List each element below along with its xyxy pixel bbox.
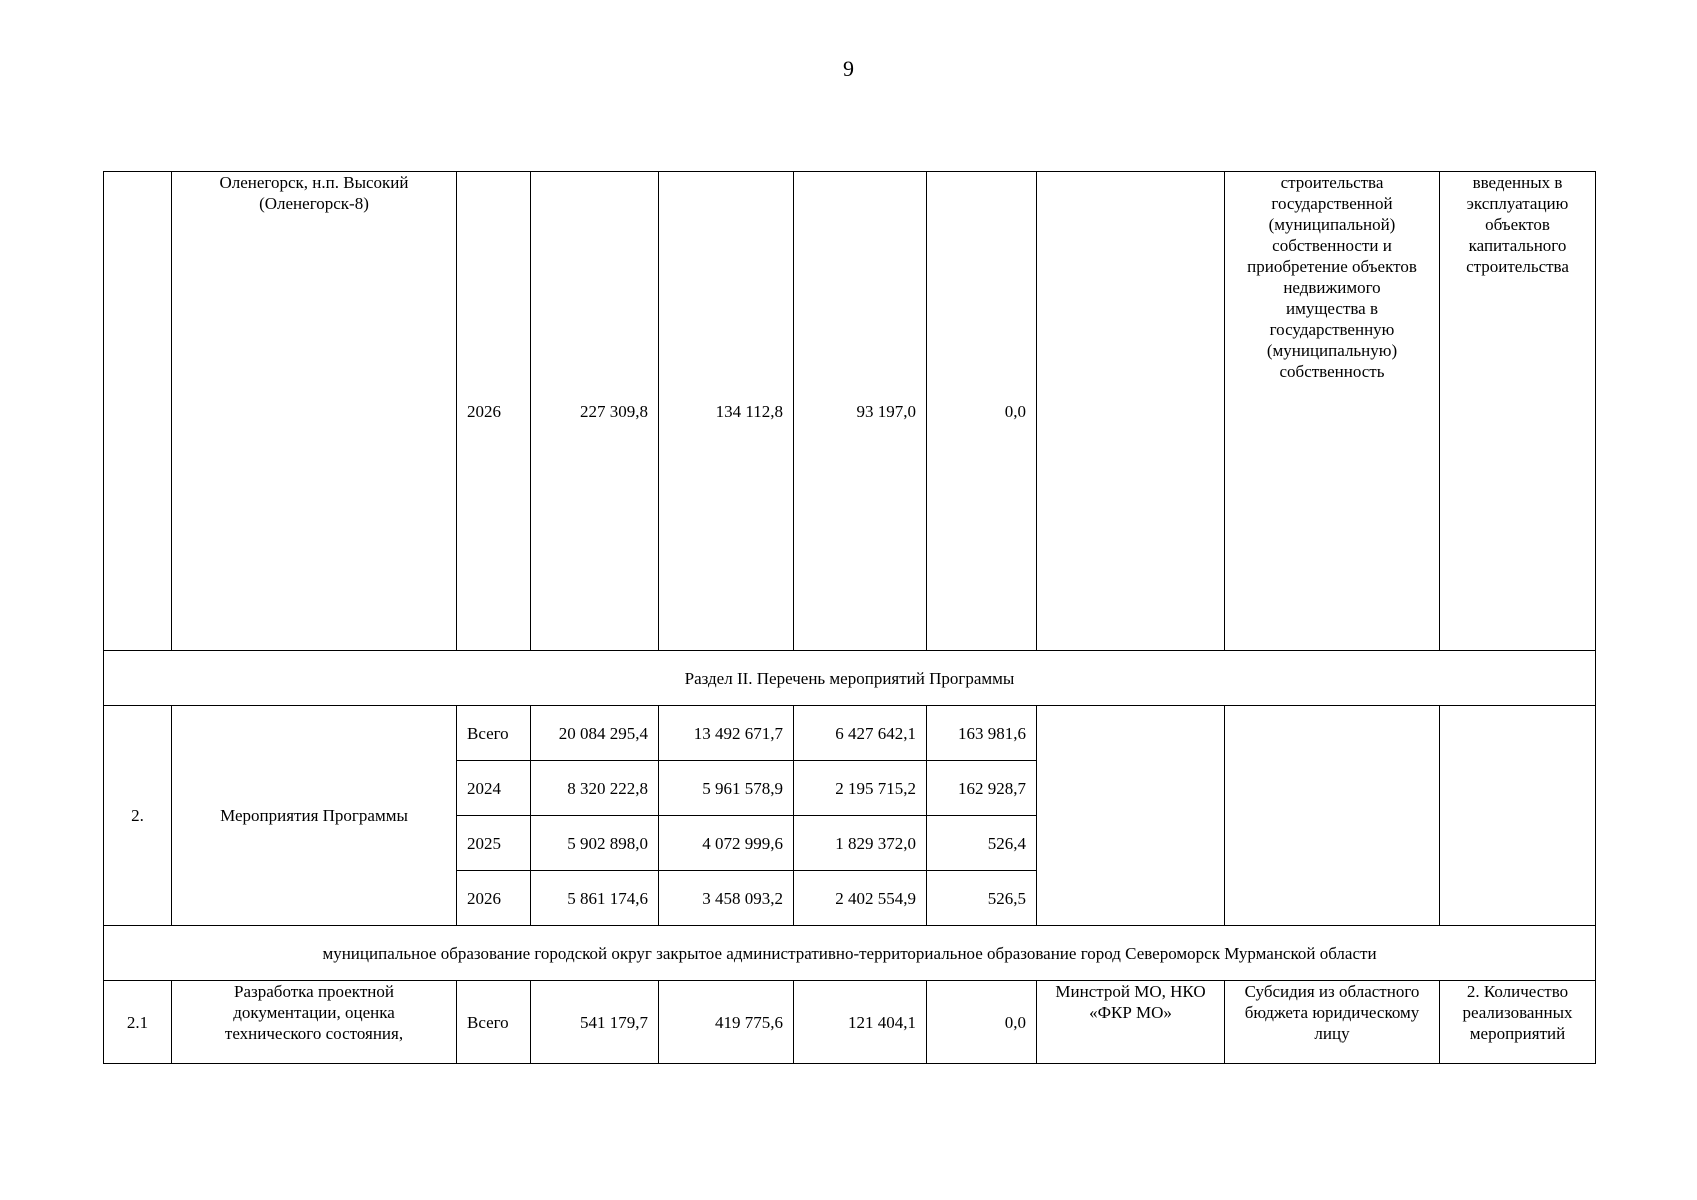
cell-col-a: 419 775,6 [659,981,794,1064]
cell-total: 541 179,7 [531,981,659,1064]
program-table [103,171,1596,1064]
cell-executor: Минстрой МО, НКО «ФКР МО» [1037,981,1225,1064]
cell-col-a: 134 112,8 [659,172,794,651]
cell-total: 20 084 295,4 [531,706,659,761]
section-title: Раздел II. Перечень мероприятий Программы [104,651,1596,706]
page-number: 9 [843,56,854,81]
cell-number: 2. [104,706,172,926]
cell-executor [1037,706,1225,926]
cell-year: 2024 [457,761,531,816]
cell-col-c: 0,0 [927,172,1037,651]
cell-year: Всего [457,981,531,1064]
cell-direction: строительства государственной (муниципальной) собственности и приобретение объектов недвижимого имущества в государственную (муниципальную) собственность [1225,172,1440,651]
cell-direction [1225,706,1440,926]
cell-col-a: 5 961 578,9 [659,761,794,816]
cell-col-b: 2 195 715,2 [794,761,927,816]
cell-total: 227 309,8 [531,172,659,651]
cell-col-c: 526,4 [927,816,1037,871]
cell-col-c: 526,5 [927,871,1037,926]
cell-indicator: введенных в эксплуатацию объектов капитального строительства [1440,172,1596,651]
municipality-title: муниципальное образование городской округ закрытое административно-территориальное образование город Североморск Мурманской области [104,926,1596,981]
cell-col-b: 2 402 554,9 [794,871,927,926]
cell-executor [1037,172,1225,651]
section-heading-row [104,651,1596,706]
cell-col-c: 163 981,6 [927,706,1037,761]
cell-col-a: 13 492 671,7 [659,706,794,761]
cell-col-b: 1 829 372,0 [794,816,927,871]
cell-col-a: 3 458 093,2 [659,871,794,926]
cell-col-a: 4 072 999,6 [659,816,794,871]
cell-name: Оленегорск, н.п. Высокий (Оленегорск-8) [172,172,457,651]
continued-row [104,172,1596,651]
cell-col-b: 93 197,0 [794,172,927,651]
cell-number [104,172,172,651]
cell-indicator: 2. Количество реализованных мероприятий [1440,981,1596,1064]
cell-col-b: 121 404,1 [794,981,927,1064]
cell-col-c: 162 928,7 [927,761,1037,816]
cell-direction: Субсидия из областного бюджета юридическому лицу [1225,981,1440,1064]
cell-col-b: 6 427 642,1 [794,706,927,761]
cell-total: 5 861 174,6 [531,871,659,926]
cell-year: Всего [457,706,531,761]
cell-year: 2026 [457,172,531,651]
cell-col-c: 0,0 [927,981,1037,1064]
cell-total: 5 902 898,0 [531,816,659,871]
cell-number: 2.1 [104,981,172,1064]
cell-year: 2026 [457,871,531,926]
municipality-heading-row [104,926,1596,981]
table-row [104,981,1596,1064]
cell-total: 8 320 222,8 [531,761,659,816]
cell-name: Мероприятия Программы [172,706,457,926]
cell-indicator [1440,706,1596,926]
table-row [104,706,1596,761]
cell-name: Разработка проектной документации, оценка технического состояния, [172,981,457,1064]
cell-year: 2025 [457,816,531,871]
